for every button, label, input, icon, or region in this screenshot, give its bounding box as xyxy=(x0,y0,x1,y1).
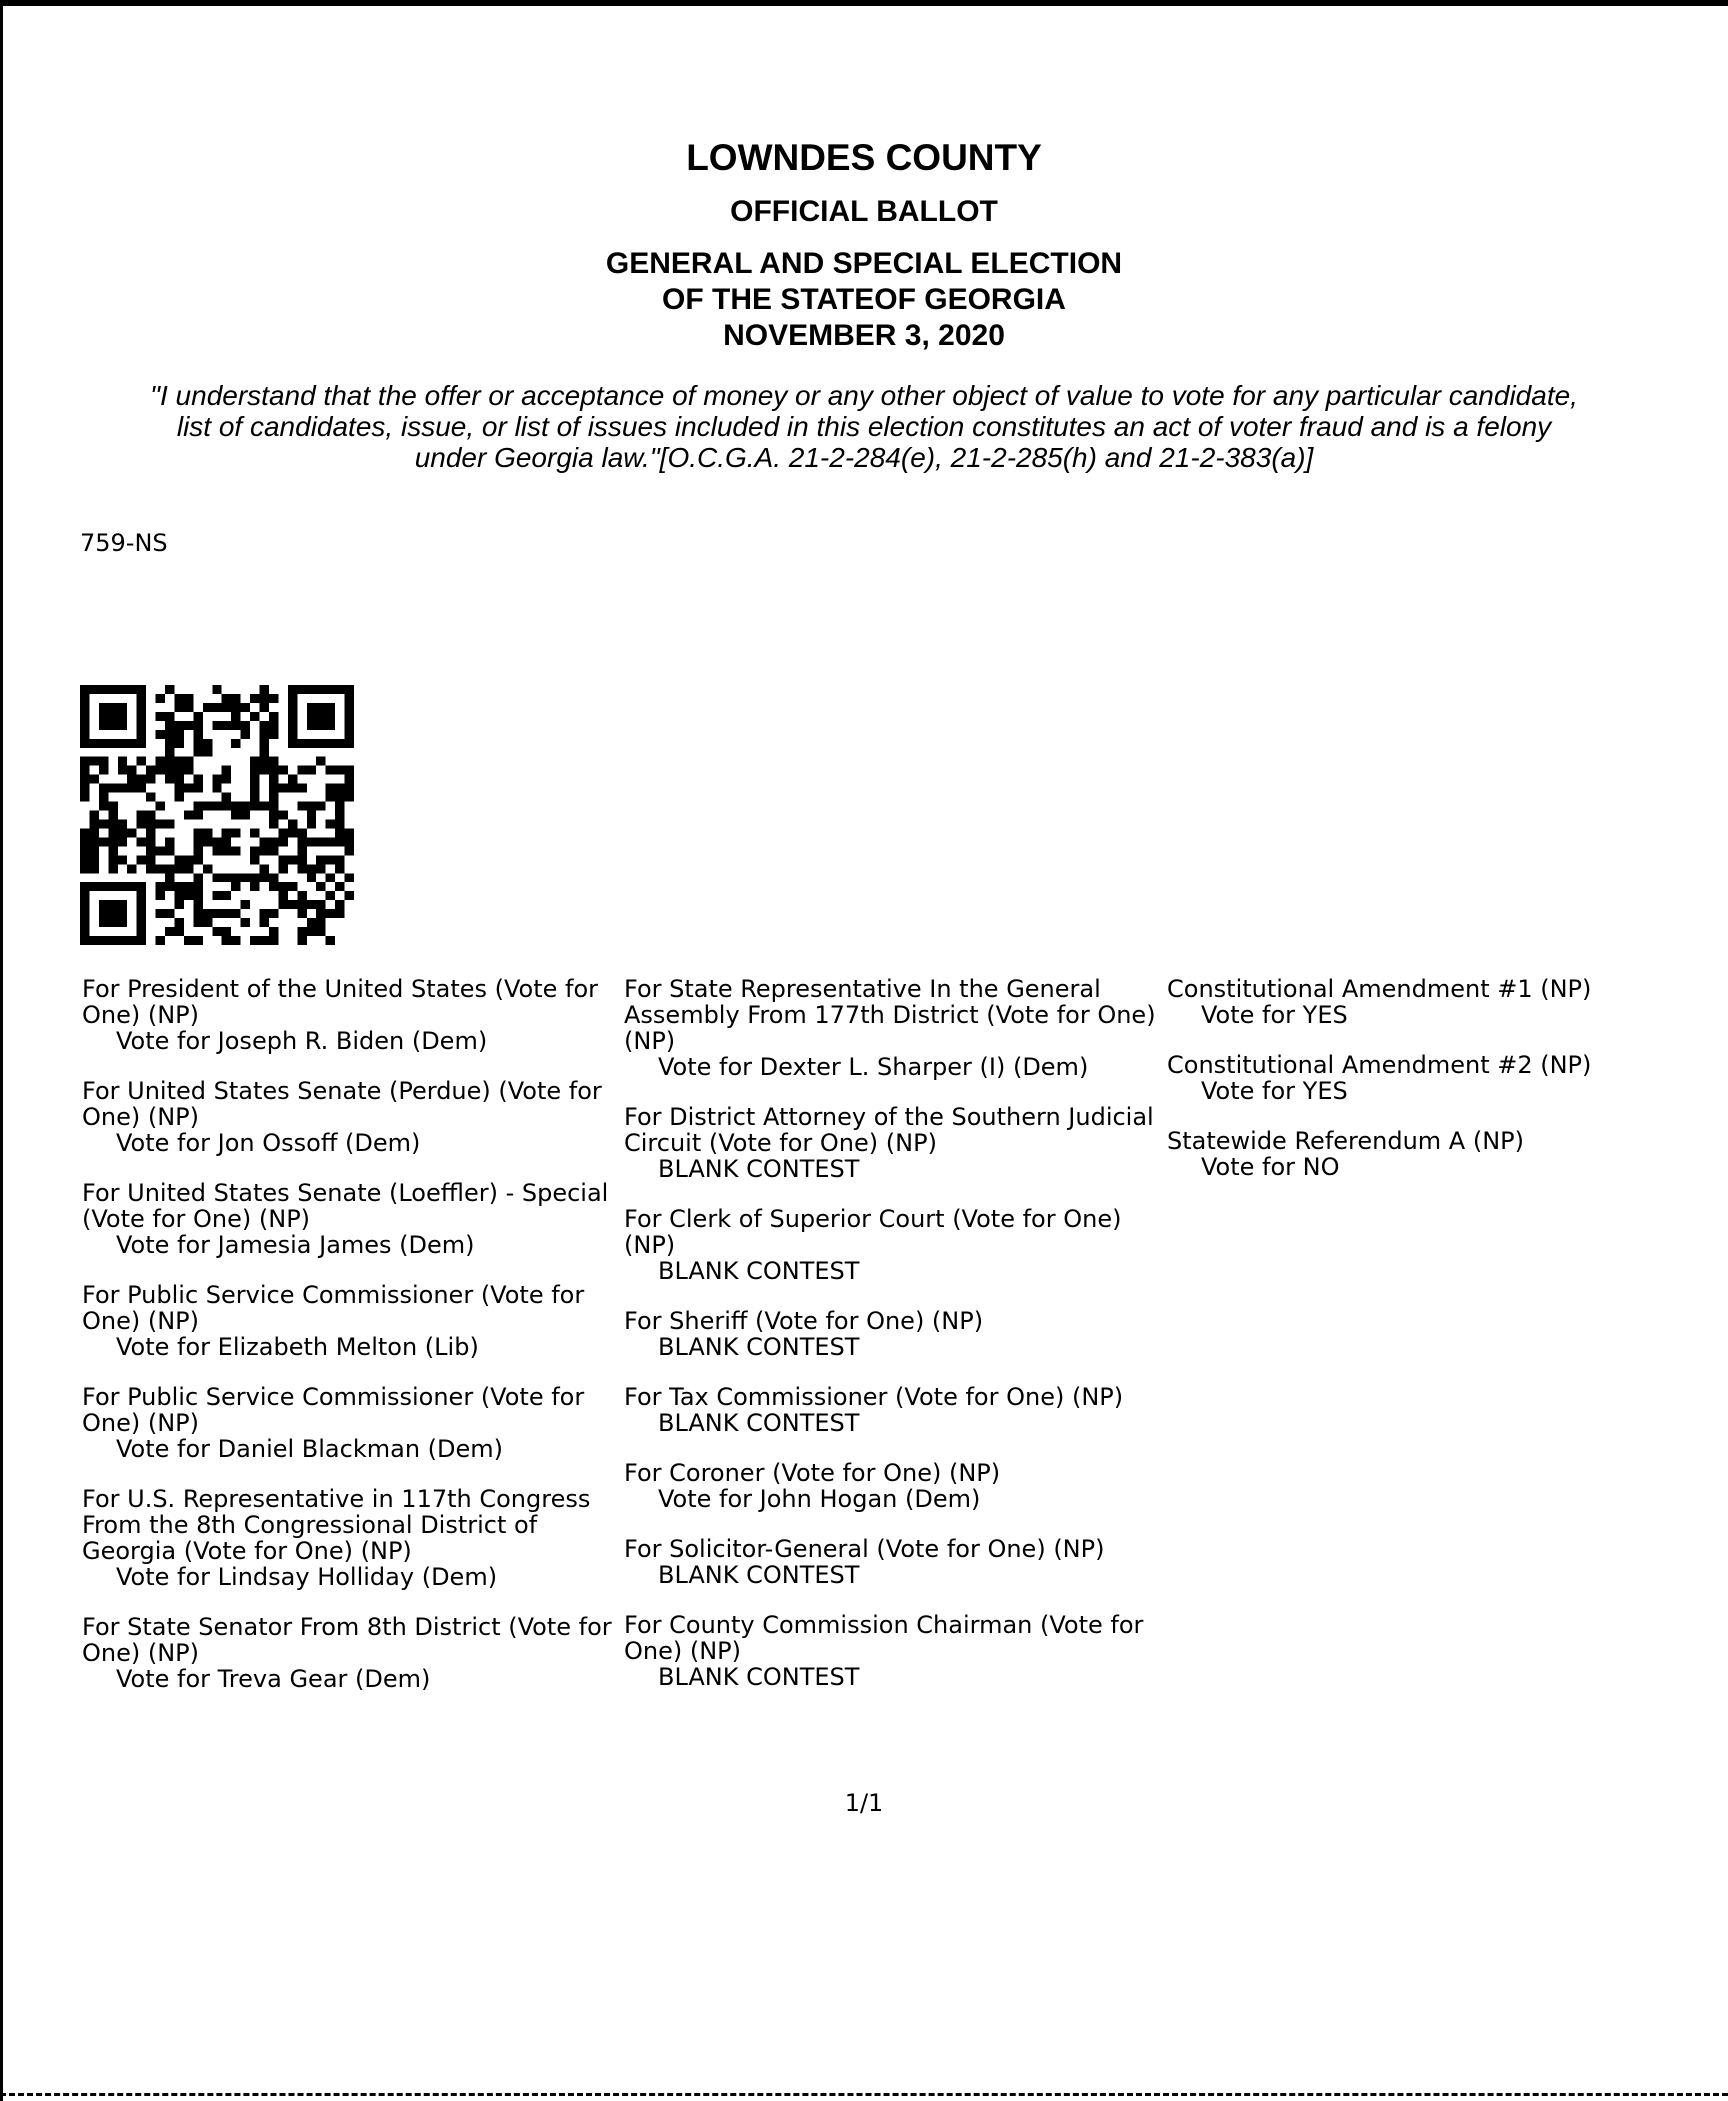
race-title: Constitutional Amendment #1 (NP) xyxy=(1167,975,1592,1003)
election-name xyxy=(0,246,1728,354)
race-title: For United States Senate (Loeffler) - Special (Vote for One) (NP) xyxy=(82,1179,609,1233)
race-entry xyxy=(82,1180,612,1258)
race-entry xyxy=(82,1614,612,1692)
voter-fraud-oath xyxy=(60,380,1668,473)
race-entry xyxy=(1167,1128,1687,1180)
ballot-code: 759-NS xyxy=(80,529,168,557)
race-entry xyxy=(82,1078,612,1156)
race-entry xyxy=(624,1308,1164,1360)
race-choice: Vote for Jamesia James (Dem) xyxy=(116,1231,475,1259)
race-title: For President of the United States (Vote for One) (NP) xyxy=(82,975,599,1029)
scan-border-top xyxy=(0,0,1728,6)
race-title: For Tax Commissioner (Vote for One) (NP) xyxy=(624,1383,1124,1411)
ballot-header xyxy=(0,136,1728,354)
race-entry xyxy=(1167,976,1687,1028)
column-1 xyxy=(82,976,612,1716)
race-entry xyxy=(624,1536,1164,1588)
race-title: For Sheriff (Vote for One) (NP) xyxy=(624,1307,984,1335)
election-line-2: OF THE STATEOF GEORGIA xyxy=(662,283,1066,316)
race-entry xyxy=(624,1104,1164,1182)
race-entry xyxy=(624,1206,1164,1284)
race-choice: BLANK CONTEST xyxy=(658,1333,860,1361)
race-entry xyxy=(624,1612,1164,1690)
race-choice: BLANK CONTEST xyxy=(658,1663,860,1691)
race-title: For State Senator From 8th District (Vote for One) (NP) xyxy=(82,1613,612,1667)
race-choice: Vote for YES xyxy=(1201,1077,1348,1105)
race-title: For Clerk of Superior Court (Vote for One) (NP) xyxy=(624,1205,1122,1259)
race-entry xyxy=(82,1486,612,1590)
race-entry xyxy=(82,1384,612,1462)
race-entry xyxy=(624,1460,1164,1512)
race-title: For U.S. Representative in 117th Congress From the 8th Congressional District of Georgia (Vote for One) (NP) xyxy=(82,1485,591,1565)
scan-border-bottom xyxy=(0,2093,1728,2096)
race-choice: Vote for NO xyxy=(1201,1153,1340,1181)
race-choice: Vote for Daniel Blackman (Dem) xyxy=(116,1435,504,1463)
race-choice: Vote for YES xyxy=(1201,1001,1348,1029)
race-title: For County Commission Chairman (Vote for One) (NP) xyxy=(624,1611,1144,1665)
race-choice: Vote for Elizabeth Melton (Lib) xyxy=(116,1333,479,1361)
race-title: For State Representative In the General Assembly From 177th District (Vote for One) (NP) xyxy=(624,975,1156,1055)
race-title: For United States Senate (Perdue) (Vote for One) (NP) xyxy=(82,1077,602,1131)
election-line-1: GENERAL AND SPECIAL ELECTION xyxy=(605,247,1123,280)
race-title: Constitutional Amendment #2 (NP) xyxy=(1167,1051,1592,1079)
race-choice: Vote for Lindsay Holliday (Dem) xyxy=(116,1563,498,1591)
oath-line-1: "I understand that the offer or acceptance of money or any other object of value to vote for any particular candidate, xyxy=(150,380,1578,411)
race-choice: BLANK CONTEST xyxy=(658,1155,860,1183)
race-choice: BLANK CONTEST xyxy=(658,1561,860,1589)
race-title: For Public Service Commissioner (Vote for One) (NP) xyxy=(82,1281,585,1335)
race-choice: BLANK CONTEST xyxy=(658,1257,860,1285)
race-title: For Public Service Commissioner (Vote for One) (NP) xyxy=(82,1383,585,1437)
race-entry xyxy=(82,976,612,1054)
column-2 xyxy=(624,976,1164,1714)
county-title: LOWNDES COUNTY xyxy=(686,137,1042,178)
race-choice: Vote for Dexter L. Sharper (I) (Dem) xyxy=(658,1053,1089,1081)
race-entry xyxy=(82,1282,612,1360)
race-choice: Vote for Joseph R. Biden (Dem) xyxy=(116,1027,488,1055)
race-choice: Vote for John Hogan (Dem) xyxy=(658,1485,981,1513)
race-title: For Solicitor-General (Vote for One) (NP) xyxy=(624,1535,1105,1563)
column-3 xyxy=(1167,976,1687,1204)
election-date: NOVEMBER 3, 2020 xyxy=(723,319,1005,352)
ballot-type: OFFICIAL BALLOT xyxy=(730,195,998,228)
qr-code-icon xyxy=(80,685,354,945)
race-title: Statewide Referendum A (NP) xyxy=(1167,1127,1524,1155)
page-number: 1/1 xyxy=(844,1789,884,1817)
race-choice: BLANK CONTEST xyxy=(658,1409,860,1437)
race-entry xyxy=(624,1384,1164,1436)
race-title: For Coroner (Vote for One) (NP) xyxy=(624,1459,1001,1487)
race-title: For District Attorney of the Southern Judicial Circuit (Vote for One) (NP) xyxy=(624,1103,1154,1157)
race-choice: Vote for Jon Ossoff (Dem) xyxy=(116,1129,421,1157)
oath-line-2: list of candidates, issue, or list of issues included in this election constitutes an act of voter fraud and is a felony xyxy=(176,411,1552,442)
race-entry xyxy=(1167,1052,1687,1104)
oath-line-3: under Georgia law."[O.C.G.A. 21-2-284(e), 21-2-285(h) and 21-2-383(a)] xyxy=(414,442,1314,473)
race-choice: Vote for Treva Gear (Dem) xyxy=(116,1665,431,1693)
race-entry xyxy=(624,976,1164,1080)
